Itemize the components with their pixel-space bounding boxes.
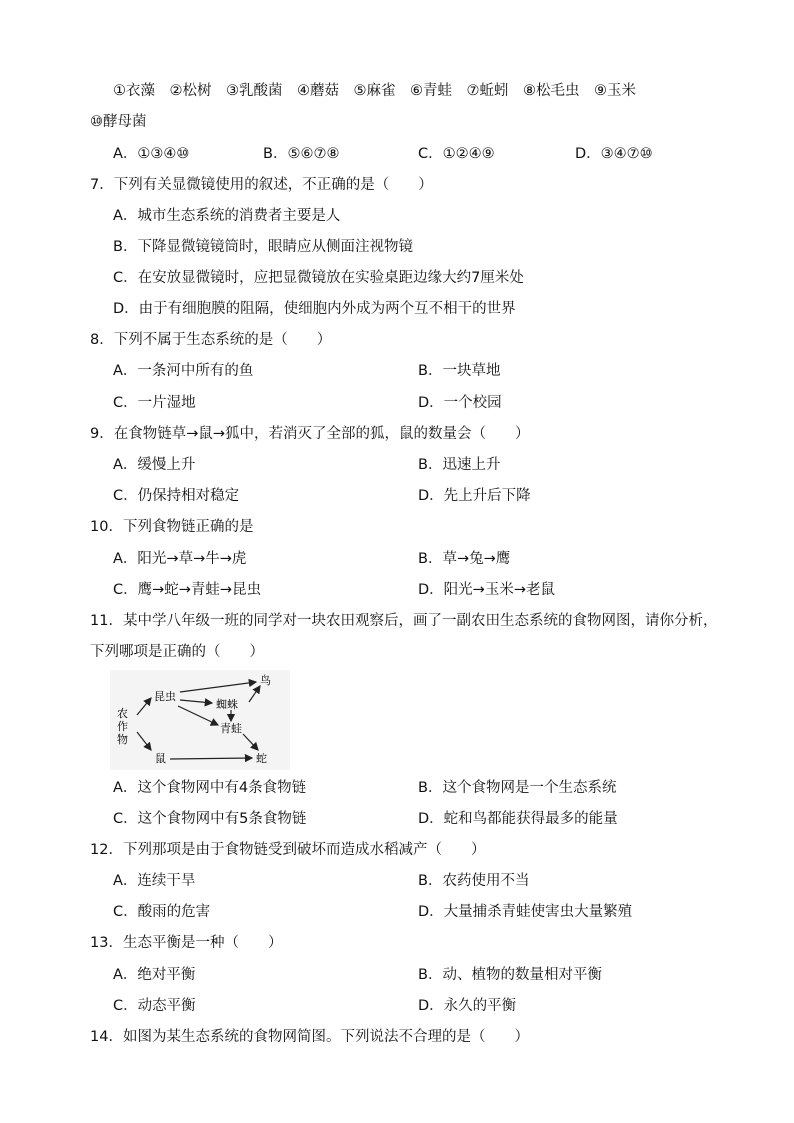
q8-stem: 8．下列不属于生态系统的是（ ）	[90, 332, 332, 348]
q12-option-d[interactable]: D．大量捕杀青蛙使害虫大量繁殖	[418, 904, 633, 920]
q11-option-d[interactable]: D．蛇和鸟都能获得最多的能量	[418, 811, 618, 827]
label-crop-3: 物	[117, 733, 128, 746]
label-mouse: 鼠	[155, 752, 166, 765]
q6-option-c[interactable]: C．①②④⑨	[418, 146, 495, 162]
q8-option-b[interactable]: B．一块草地	[418, 363, 501, 379]
q6-option-d[interactable]: D．③④⑦⑩	[575, 146, 653, 162]
q10-option-b[interactable]: B．草→兔→鹰	[418, 551, 511, 567]
q13-option-d[interactable]: D．永久的平衡	[418, 998, 517, 1014]
q13-option-b[interactable]: B．动、植物的数量相对平衡	[418, 967, 602, 983]
q12-option-b[interactable]: B．农药使用不当	[418, 873, 530, 889]
q11-stem: 11．某中学八年级一班的同学对一块农田观察后，画了一副农田生态系统的食物网图，请你分析，	[90, 613, 718, 629]
q8-option-c[interactable]: C．一片湿地	[113, 395, 196, 411]
q13-option-c[interactable]: C．动态平衡	[113, 998, 196, 1014]
q12-stem: 12．下列那项是由于食物链受到破坏而造成水稻减产（ ）	[90, 842, 486, 858]
q9-option-c[interactable]: C．仍保持相对稳定	[113, 488, 240, 504]
q8-option-d[interactable]: D．一个校园	[418, 395, 502, 411]
q10-stem: 10．下列食物链正确的是	[90, 519, 254, 535]
q7-option-a[interactable]: A．城市生态系统的消费者主要是人	[113, 208, 341, 224]
q8-option-a[interactable]: A．一条河中所有的鱼	[113, 363, 254, 379]
q7-stem: 7．下列有关显微镜使用的叙述，不正确的是（ ）	[90, 177, 433, 193]
label-crop-1: 农	[117, 707, 128, 720]
q9-option-d[interactable]: D．先上升后下降	[418, 488, 531, 504]
q6-organism-list-cont: ⑩酵母菌	[90, 114, 147, 130]
label-spider: 蜘蛛	[216, 698, 238, 711]
label-crop-2: 作	[117, 720, 128, 733]
q13-stem: 13．生态平衡是一种（ ）	[90, 935, 283, 951]
q11-option-a[interactable]: A．这个食物网中有4条食物链	[113, 780, 307, 796]
q9-stem: 9．在食物链草→鼠→狐中，若消灭了全部的狐，鼠的数量会（ ）	[90, 426, 530, 442]
label-insect: 昆虫	[154, 690, 176, 703]
q9-option-a[interactable]: A．缓慢上升	[113, 457, 196, 473]
q9-option-b[interactable]: B．迅速上升	[418, 457, 501, 473]
q11-option-c[interactable]: C．这个食物网中有5条食物链	[113, 811, 307, 827]
q10-option-c[interactable]: C．鹰→蛇→青蛙→昆虫	[113, 582, 262, 598]
q7-option-d[interactable]: D．由于有细胞膜的阻隔，使细胞内外成为两个互不相干的世界	[113, 301, 516, 317]
q10-option-d[interactable]: D．阳光→玉米→老鼠	[418, 582, 555, 598]
q6-option-a[interactable]: A．①③④⑩	[113, 146, 190, 162]
q7-option-c[interactable]: C．在安放显微镜时，应把显微镜放在实验桌距边缘大约7厘米处	[113, 270, 524, 286]
food-web-diagram	[110, 670, 290, 770]
q6-option-b[interactable]: B．⑤⑥⑦⑧	[263, 146, 340, 162]
q11-stem-cont: 下列哪项是正确的（ ）	[90, 644, 264, 660]
q13-option-a[interactable]: A．绝对平衡	[113, 967, 196, 983]
q11-option-b[interactable]: B．这个食物网是一个生态系统	[418, 780, 617, 796]
label-bird: 鸟	[260, 674, 271, 687]
q12-option-a[interactable]: A．连续干旱	[113, 873, 196, 889]
q10-option-a[interactable]: A．阳光→草→牛→虎	[113, 551, 247, 567]
label-frog: 青蛙	[220, 722, 242, 735]
q14-stem: 14．如图为某生态系统的食物网简图。下列说法不合理的是（ ）	[90, 1029, 529, 1045]
q7-option-b[interactable]: B．下降显微镜镜筒时，眼睛应从侧面注视物镜	[113, 239, 413, 255]
q6-organism-list: ①衣藻 ②松树 ③乳酸菌 ④蘑菇 ⑤麻雀 ⑥青蛙 ⑦蚯蚓 ⑧松毛虫 ⑨玉米	[113, 83, 636, 99]
q12-option-c[interactable]: C．酸雨的危害	[113, 904, 211, 920]
label-snake: 蛇	[256, 752, 267, 765]
